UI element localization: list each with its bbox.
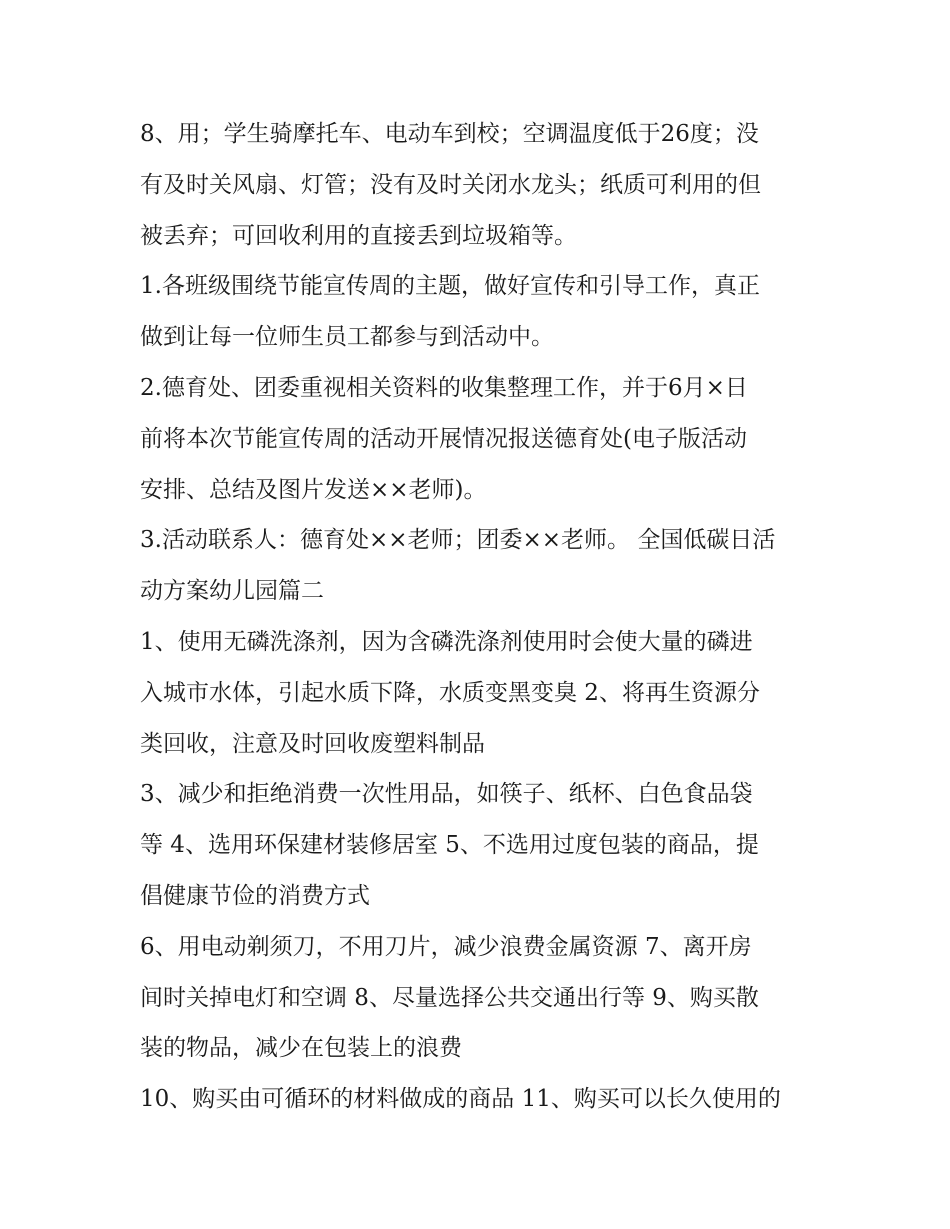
text-line: 安排、总结及图片发送××老师)。: [140, 476, 487, 503]
text-line: 1.各班级围绕节能宣传周的主题，做好宣传和引导工作，真正: [140, 273, 760, 300]
text-line: 10、购买由可循环的材料做成的商品 11、购买可以长久使用的: [140, 1086, 781, 1113]
text-line: 等 4、选用环保建材装修居室 5、不选用过度包装的商品，提: [140, 832, 759, 859]
text-line: 有及时关风扇、灯管；没有及时关闭水龙头；纸质可利用的但: [140, 171, 761, 198]
text-line: 类回收，注意及时回收废塑料制品: [140, 730, 485, 757]
text-line: 2.德育处、团委重视相关资料的收集整理工作，并于6月×日: [140, 374, 748, 401]
document-body: [140, 109, 820, 1125]
text-line: 被丢弃；可回收利用的直接丢到垃圾箱等。: [140, 222, 577, 249]
text-line: 1、使用无磷洗涤剂，因为含磷洗涤剂使用时会使大量的磷进: [140, 628, 753, 655]
text-line: 8、用；学生骑摩托车、电动车到校；空调温度低于26度；没: [140, 121, 759, 147]
text-line: 前将本次节能宣传周的活动开展情况报送德育处(电子版活动: [140, 425, 747, 452]
text-line: 间时关掉电灯和空调 8、尽量选择公共交通出行等 9、购买散: [140, 984, 759, 1011]
text-line: 3、减少和拒绝消费一次性用品，如筷子、纸杯、白色食品袋: [140, 781, 753, 808]
text-line: 装的物品，减少在包装上的浪费: [140, 1035, 462, 1062]
text-line: 3.活动联系人：德育处××老师；团委××老师。 全国低碳日活: [140, 527, 776, 554]
text-line: 倡健康节俭的消费方式: [140, 882, 370, 909]
text-line: 做到让每一位师生员工都参与到活动中。: [140, 324, 554, 351]
text-line: 动方案幼儿园篇二: [140, 578, 324, 605]
text-line: 6、用电动剃须刀，不用刀片，减少浪费金属资源 7、离开房: [140, 933, 752, 960]
text-line: 入城市水体，引起水质下降，水质变黑变臭 2、将再生资源分: [140, 679, 760, 706]
